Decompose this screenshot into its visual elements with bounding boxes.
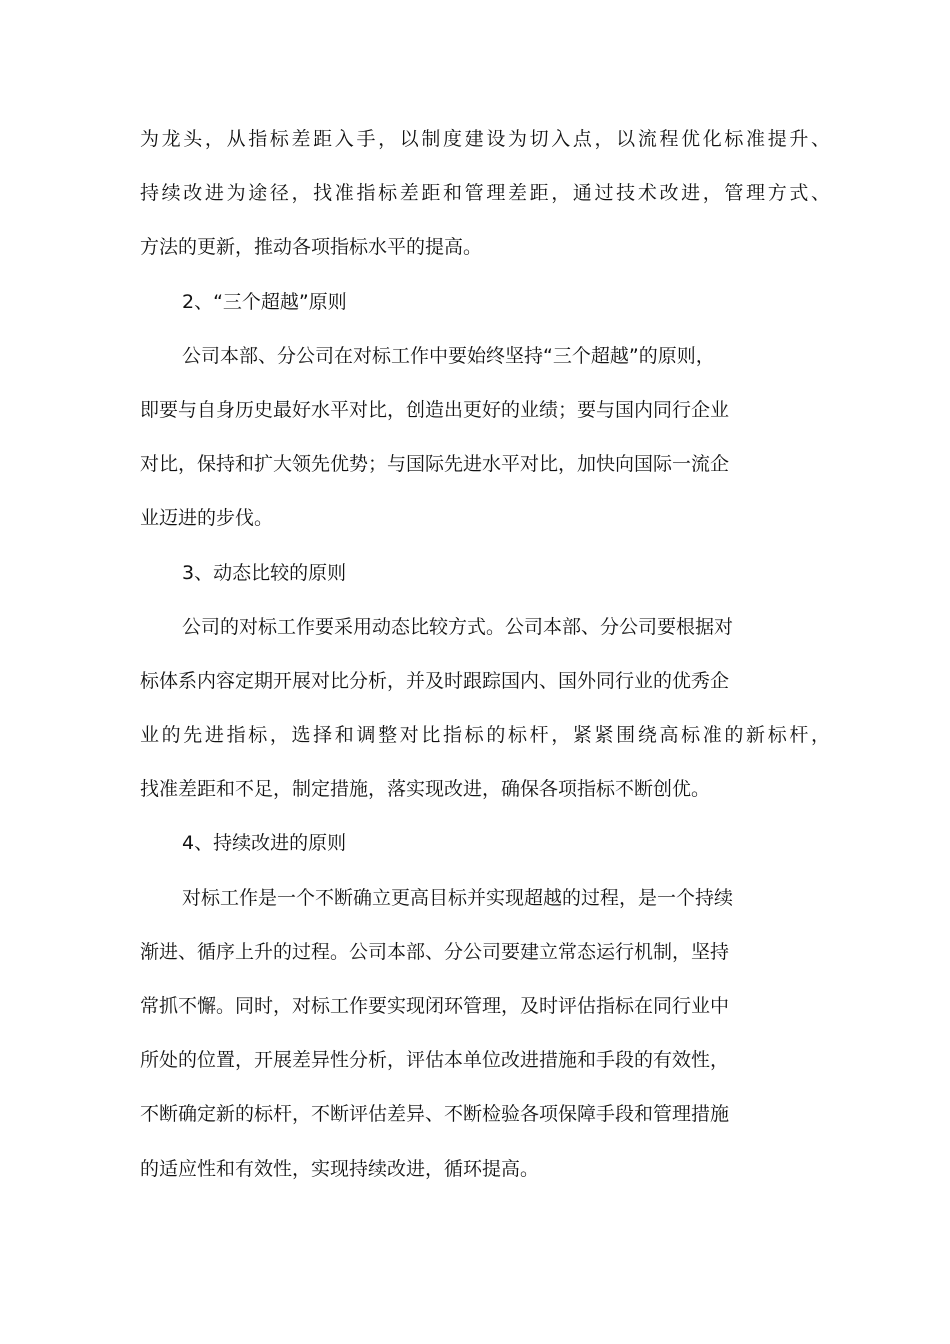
paragraph-line: 所处的位置，开展差异性分析，评估本单位改进措施和手段的有效性，	[140, 1049, 730, 1072]
section-heading: 3、动态比较的原则	[182, 561, 347, 584]
paragraph-line: 不断确定新的标杆，不断评估差异、不断检验各项保障手段和管理措施	[140, 1103, 730, 1126]
paragraph-line: 找准差距和不足，制定措施，落实现改进，确保各项指标不断创优。	[140, 778, 711, 801]
paragraph-line: 为龙头，从指标差距入手，以制度建设为切入点，以流程优化标准提升、	[140, 128, 830, 150]
paragraph-line: 标体系内容定期开展对比分析，并及时跟踪国内、国外同行业的优秀企	[140, 669, 730, 692]
paragraph-line: 常抓不懈。同时，对标工作要实现闭环管理，及时评估指标在同行业中	[140, 995, 730, 1017]
paragraph-line: 业迈进的步伐。	[140, 507, 274, 530]
paragraph-line: 公司本部、分公司在对标工作中要始终坚持“三个超越”的原则，	[182, 344, 715, 367]
paragraph-line: 公司的对标工作要采用动态比较方式。公司本部、分公司要根据对	[182, 615, 734, 638]
paragraph-line: 的适应性和有效性，实现持续改进，循环提高。	[140, 1157, 540, 1180]
section-heading: 4、持续改进的原则	[182, 832, 347, 855]
paragraph-line: 对比，保持和扩大领先优势；与国际先进水平对比，加快向国际一流企	[140, 453, 730, 476]
document-body	[140, 118, 840, 1202]
paragraph-line: 渐进、循序上升的过程。公司本部、分公司要建立常态运行机制，坚持	[140, 940, 730, 963]
paragraph-line: 即要与自身历史最好水平对比，创造出更好的业绩；要与国内同行企业	[140, 398, 730, 421]
paragraph-line: 持续改进为途径，找准指标差距和管理差距，通过技术改进，管理方式、	[140, 182, 830, 205]
paragraph-line: 对标工作是一个不断确立更高目标并实现超越的过程，是一个持续	[182, 886, 734, 909]
paragraph-line: 方法的更新，推动各项指标水平的提高。	[140, 236, 483, 259]
section-heading: 2、“三个超越”原则	[182, 290, 347, 313]
paragraph-line: 业的先进指标，选择和调整对比指标的标杆，紧紧围绕高标准的新标杆，	[140, 724, 830, 747]
